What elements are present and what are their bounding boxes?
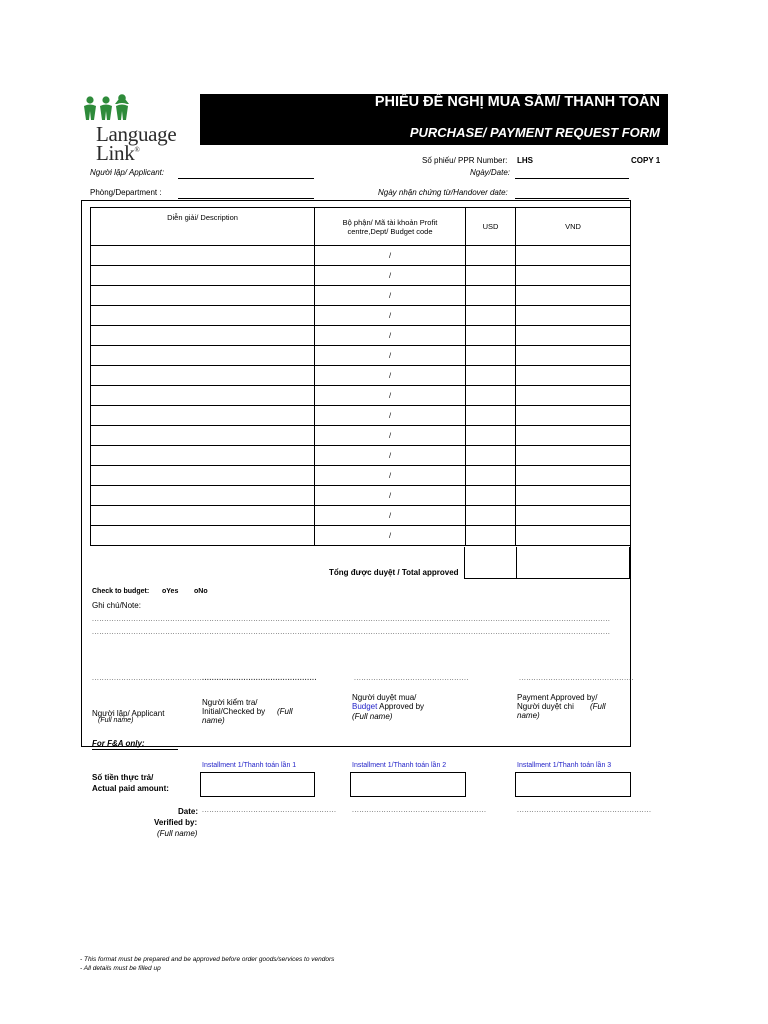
table-row: / xyxy=(91,346,631,366)
applicant-field[interactable] xyxy=(178,178,314,179)
logo-text-link: Link® xyxy=(96,141,140,165)
approved-signature-line[interactable]: ............................................... xyxy=(354,675,469,682)
checked-full-name-label-2: name) xyxy=(202,716,225,725)
vnd-header: VND xyxy=(516,208,631,246)
handover-date-label: Ngày nhận chứng từ/Handover date: xyxy=(378,188,508,197)
note-label: Ghi chú/Note: xyxy=(92,601,141,610)
approved-by-label-en: Budget Approved by xyxy=(352,702,425,711)
ppr-number-label: Số phiếu/ PPR Number: xyxy=(422,156,508,165)
installment-1-label: Installment 1/Thanh toán lần 1 xyxy=(202,762,297,769)
verified-full-name-label: (Full name) xyxy=(157,829,198,838)
department-field[interactable] xyxy=(178,198,314,199)
applicant-signature-line[interactable]: ............................................... xyxy=(92,675,207,682)
fa-only-underline xyxy=(92,749,178,750)
payment-full-name-label: (Full xyxy=(590,702,606,711)
budget-yes-option[interactable]: oYes xyxy=(162,588,179,595)
description-header: Diễn giải/ Description xyxy=(91,208,315,246)
installment-3-amount-box[interactable] xyxy=(515,772,631,797)
installment-1-amount-box[interactable] xyxy=(200,772,315,797)
applicant-signature-label: Người lập/ Applicant xyxy=(92,709,165,718)
fa-date-label: Date: xyxy=(178,807,199,816)
table-row: / xyxy=(91,306,631,326)
total-approved-label: Tổng được duyệt / Total approved xyxy=(329,568,459,577)
date-label: Ngày/Date: xyxy=(470,168,511,177)
installment-2-amount-box[interactable] xyxy=(350,772,466,797)
table-row: / xyxy=(91,266,631,286)
footer-note-1: - This format must be prepared and be approved before order goods/services to vendors xyxy=(80,956,335,963)
approved-by-label-vn: Người duyệt mua/ xyxy=(352,693,417,702)
department-label: Phòng/Department : xyxy=(90,188,162,197)
table-row: / xyxy=(91,406,631,426)
handover-date-field[interactable] xyxy=(515,198,629,199)
payment-signature-line[interactable]: ............................................... xyxy=(519,675,634,682)
form-title-english: PURCHASE/ PAYMENT REQUEST FORM xyxy=(409,125,660,140)
table-row: / xyxy=(91,426,631,446)
installment-1-date-line[interactable]: ....................................................... xyxy=(202,807,337,814)
table-row: / xyxy=(91,386,631,406)
note-line-2[interactable]: .................................................................................................................................................................................................................... xyxy=(92,629,611,636)
installment-3-date-line[interactable]: ....................................................... xyxy=(517,807,652,814)
applicant-label: Người lập/ Applicant: xyxy=(90,168,165,177)
budget-code-header: Bộ phận/ Mã tài khoản Profit centre,Dept/ Budget code xyxy=(315,208,466,246)
table-row: / xyxy=(91,466,631,486)
ppr-number-value: LHS xyxy=(517,156,533,165)
items-table xyxy=(90,207,631,546)
total-usd-cell[interactable] xyxy=(464,547,517,579)
fa-only-label: For F&A only: xyxy=(92,739,145,748)
checked-signature-line[interactable]: ............................................... xyxy=(202,675,317,682)
installment-3-label: Installment 1/Thanh toán lần 3 xyxy=(517,762,612,769)
table-row: / xyxy=(91,486,631,506)
title-bar xyxy=(200,94,668,145)
payment-full-name-label-2: name) xyxy=(517,711,540,720)
actual-paid-label-vn: Số tiền thực trả/ xyxy=(92,773,154,782)
payment-approved-label-vn: Người duyệt chi xyxy=(517,702,574,711)
approved-full-name-label: (Full name) xyxy=(352,712,393,721)
applicant-full-name-label: (Full name) xyxy=(98,717,134,724)
budget-no-option[interactable]: oNo xyxy=(194,588,208,595)
table-row: / xyxy=(91,286,631,306)
table-row: / xyxy=(91,506,631,526)
check-budget-label: Check to budget: xyxy=(92,588,150,595)
checked-by-label-en: Initial/Checked by xyxy=(202,707,266,716)
form-title-vietnamese: PHIẾU ĐỀ NGHỊ MUA SẮM/ THANH TOÁN xyxy=(374,94,660,110)
table-row: / xyxy=(91,446,631,466)
table-header-row xyxy=(91,208,631,246)
table-row: / xyxy=(91,326,631,346)
actual-paid-label-en: Actual paid amount: xyxy=(92,784,169,793)
table-row: / xyxy=(91,526,631,546)
payment-approved-label-en: Payment Approved by/ xyxy=(517,693,598,702)
note-line-1[interactable]: .................................................................................................................................................................................................................... xyxy=(92,616,611,623)
footer-note-2: - All details must be filled up xyxy=(80,965,161,972)
logo-text-language: Language xyxy=(96,122,177,146)
total-vnd-cell[interactable] xyxy=(515,547,630,579)
verified-by-label: Verified by: xyxy=(154,818,198,827)
table-row: / xyxy=(91,246,631,266)
installment-2-date-line[interactable]: ....................................................... xyxy=(352,807,487,814)
people-logo-icon xyxy=(84,94,164,122)
date-field[interactable] xyxy=(515,178,629,179)
checked-full-name-label: (Full xyxy=(277,707,293,716)
installment-2-label: Installment 1/Thanh toán lần 2 xyxy=(352,762,447,769)
table-row: / xyxy=(91,366,631,386)
usd-header: USD xyxy=(466,208,516,246)
checked-by-label-vn: Người kiểm tra/ xyxy=(202,698,258,707)
copy-label: COPY 1 xyxy=(631,156,661,165)
